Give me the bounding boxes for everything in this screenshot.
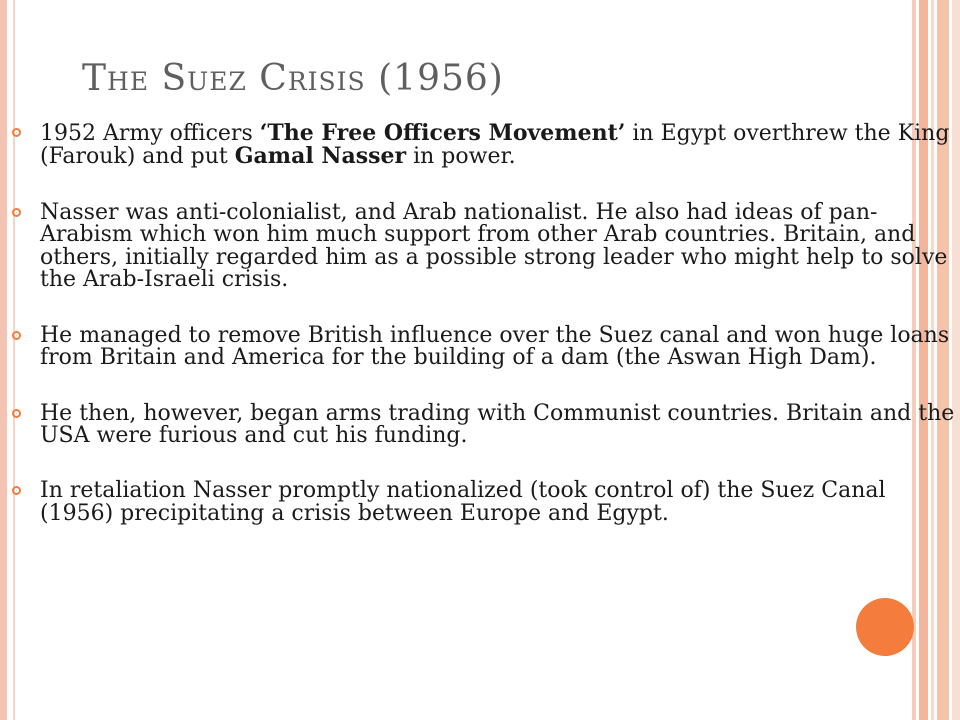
bullet-text — [40, 121, 949, 169]
bullet-item — [12, 122, 960, 169]
bullet-item — [12, 322, 960, 371]
bullet-text — [40, 323, 949, 370]
ring-bullet-icon — [12, 486, 21, 495]
bullet-item — [12, 199, 960, 293]
bullet-text-run: Nasser was anti-colonialist, and Arab nationalist. He also had ideas of pan-Arabism which won him much support from other Arab countries. Britain, and others, initially regarded him as a possible strong leader who might help to solve the Arab-Israeli crisis. — [40, 199, 948, 293]
bullet-bold-phrase: ‘The Free Officers Movement’ — [259, 120, 626, 146]
orange-circle-decoration — [856, 598, 914, 656]
bullet-text — [40, 401, 954, 448]
bullet-text-run: in Egypt overthrew the King (Farouk) and put — [40, 121, 950, 170]
ring-bullet-icon — [12, 128, 21, 137]
bullet-text — [40, 200, 947, 292]
bullet-text-run: 1952 Army officers — [40, 121, 260, 146]
bullet-text — [40, 478, 886, 525]
bullet-text-run: He then, however, began arms trading with Communist countries. Britain and the USA were furious and cut his funding. — [40, 400, 955, 448]
bullet-text-run: He managed to remove British influence over the Suez canal and won huge loans from Britain and America for the building of a dam (the Aswan High Dam). — [40, 322, 950, 371]
ring-bullet-icon — [12, 331, 21, 340]
bullet-list — [12, 122, 960, 558]
bullet-item — [12, 480, 960, 525]
bullet-text-run: in power. — [406, 144, 516, 170]
slide-title: The Suez Crisis (1956) — [82, 58, 504, 99]
bullet-bold-phrase: Gamal Nasser — [234, 143, 407, 170]
ring-bullet-icon — [12, 208, 21, 217]
ring-bullet-icon — [12, 409, 21, 418]
bullet-item — [12, 400, 960, 448]
bullet-text-run: In retaliation Nasser promptly nationalized (took control of) the Suez Canal (1956) precipitating a crisis between Europe and Egypt. — [40, 478, 886, 526]
left-decorative-rule — [0, 0, 7, 720]
